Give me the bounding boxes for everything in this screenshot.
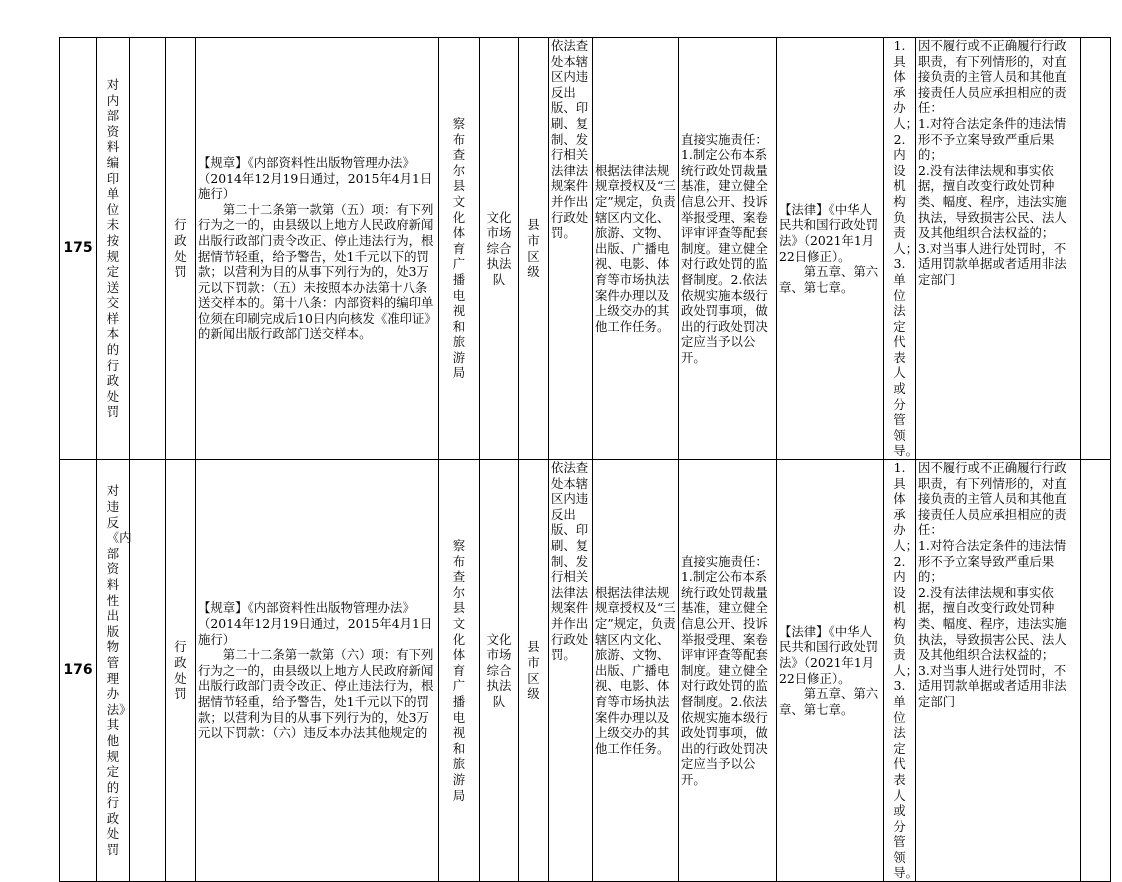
- category: 行政处罚: [174, 217, 187, 280]
- accountability-basis-body: 第五章、第六章、第七章。: [779, 686, 879, 717]
- liability-item: 1.对符合法定条件的违法情形不予立案导致严重后果的；: [918, 115, 1067, 163]
- sub-item-cell: [130, 38, 166, 460]
- implementing-agency: 察布查尔县文化体育广播电视和旅游局: [452, 538, 466, 803]
- duty-division-cell: 根据法律法规规章授权及“三定”规定，负责辖区内文化、旅游、文物、出版、广播电视、电影、体育等市场执法案件办理以及上级交办的其他工作任务。: [593, 460, 679, 882]
- content: 依法查处本辖区内违反出版、印刷、复制、发行相关法律法规案件并作出行政处罚。: [551, 38, 589, 241]
- responsible-subject-cell: [884, 38, 919, 460]
- liability-cell: [916, 38, 1081, 460]
- remarks-cell: [1081, 460, 1111, 882]
- implementing-agency-cell: [439, 460, 480, 882]
- category: 行政处罚: [174, 639, 187, 702]
- item-name-cell: [97, 38, 130, 460]
- remarks-cell: [1081, 38, 1111, 460]
- executing-body-cell: [480, 460, 519, 882]
- row-number: 176: [60, 460, 97, 882]
- item-name-cell: [97, 460, 130, 882]
- level-cell: [519, 460, 549, 882]
- liability-item: 2.没有法律法规和事实依据，擅自改变行政处罚种类、幅度、程序，违法实施执法，导致损害公民、法人及其他组织合法权益的；: [918, 584, 1067, 663]
- level: 县市区级: [527, 639, 540, 702]
- basis-intro: 【规章】《内部资料性出版物管理办法》（2014年12月19日通过，2015年4月1日施行）: [198, 154, 433, 202]
- liability-intro: 因不履行或不正确履行行政职责，有下列情形的，对直接负责的主管人员和其他直接责任人员应承担相应的责任：: [918, 38, 1067, 116]
- implementing-agency: 察布查尔县文化体育广播电视和旅游局: [452, 115, 466, 381]
- basis-body: 第二十二条第一款第（五）项：有下列行为之一的，由县级以上地方人民政府新闻出版行政部门责令改正、停止违法行为，根据情节轻重，给予警告，处1千元以下的罚款；以营利为目的从事下列行为的，处3万元以下罚款：（五）未按照本办法第十八条送交样本的。第十八条：内部资料的编印单位须在印刷完成后10日内向核发《准印证》的新闻出版行政部门送交样本。: [198, 201, 434, 342]
- table-row: [60, 460, 1111, 882]
- accountability-basis-body: 第五章、第六章、第七章。: [779, 264, 879, 295]
- accountability-basis-cell: [777, 460, 884, 882]
- row-number: 175: [60, 38, 97, 460]
- executing-body-cell: [480, 38, 519, 460]
- liability-item: 1.对符合法定条件的违法情形不予立案导致严重后果的；: [918, 538, 1067, 585]
- responsible-subject-cell: [884, 460, 919, 882]
- basis-intro: 【规章】《内部资料性出版物管理办法》（2014年12月19日通过，2015年4月1日施行）: [198, 600, 433, 647]
- executing-body: 文化市场综合执法队: [486, 209, 512, 287]
- content-cell: [549, 460, 593, 882]
- basis-body: 第二十二条第一款第（六）项：有下列行为之一的，由县级以上地方人民政府新闻出版行政部门责令改正、停止违法行为，根据情节轻重，给予警告，处1千元以下的罚款；以营利为目的从事下列行为的，处3万元以下罚款：（六）违反本办法其他规定的: [198, 647, 434, 741]
- level: 县市区级: [527, 217, 540, 280]
- level-cell: [519, 38, 549, 460]
- duty-division-cell: 根据法律法规规章授权及“三定”规定，负责辖区内文化、旅游、文物、出版、广播电视、电影、体育等市场执法案件办理以及上级交办的其他工作任务。: [593, 38, 679, 460]
- responsibility-cell: 直接实施责任：1.制定公布本系统行政处罚裁量基准，建立健全信息公开、投诉举报受理、案卷评审评查等配套制度。建立健全对行政处罚的监督制度。2.依法依规实施本级行政处罚事项，做出的行政处罚决定应当予以公开。: [679, 460, 777, 882]
- content: 依法查处本辖区内违反出版、印刷、复制、发行相关法律法规案件并作出行政处罚。: [551, 460, 589, 663]
- accountability-basis-intro: 【法律】《中华人民共和国行政处罚法》（2021年1月22日修正）。: [779, 623, 879, 686]
- accountability-basis-cell: [777, 38, 884, 460]
- liability-item: 3.对当事人进行处罚时，不适用罚款单据或者适用非法定部门: [918, 662, 1067, 709]
- table-row: [60, 38, 1111, 460]
- basis-cell: [196, 460, 439, 882]
- responsibility-cell: 直接实施责任：1.制定公布本系统行政处罚裁量基准，建立健全信息公开、投诉举报受理、案卷评审评查等配套制度。建立健全对行政处罚的监督制度。2.依法依规实施本级行政处罚事项，做出的行政处罚决定应当予以公开。: [679, 38, 777, 460]
- liability-cell: [916, 460, 1081, 882]
- power-list-table: [59, 37, 1111, 882]
- liability-item: 2.没有法律法规和事实依据，擅自改变行政处罚种类、幅度、程序，违法实施执法，导致损害公民、法人及其他组织合法权益的；: [918, 162, 1067, 241]
- item-name: 对违反《内部资料性出版物管理办法》其他规定的行政处罚: [106, 483, 132, 858]
- implementing-agency-cell: [439, 38, 480, 460]
- item-name: 对内部资料编印单位未按规定送交样本的行政处罚: [106, 76, 120, 420]
- responsible-subject: 1.具体承办人；2.内设机构负责人；3.单位法定代表人或分管领导。: [893, 460, 919, 881]
- sub-item-cell: [130, 460, 166, 882]
- content-cell: [549, 38, 593, 460]
- executing-body: 文化市场综合执法队: [486, 631, 512, 709]
- liability-item: 3.对当事人进行处罚时，不适用罚款单据或者适用非法定部门: [918, 240, 1067, 287]
- category-cell: [166, 38, 196, 460]
- power-list-table-sheet: [59, 37, 1090, 881]
- category-cell: [166, 460, 196, 882]
- liability-intro: 因不履行或不正确履行行政职责，有下列情形的，对直接负责的主管人员和其他直接责任人员应承担相应的责任：: [918, 460, 1067, 538]
- responsible-subject: 1.具体承办人；2.内设机构负责人；3.单位法定代表人或分管领导。: [893, 38, 919, 459]
- accountability-basis-intro: 【法律】《中华人民共和国行政处罚法》（2021年1月22日修正）。: [779, 201, 879, 264]
- basis-cell: [196, 38, 439, 460]
